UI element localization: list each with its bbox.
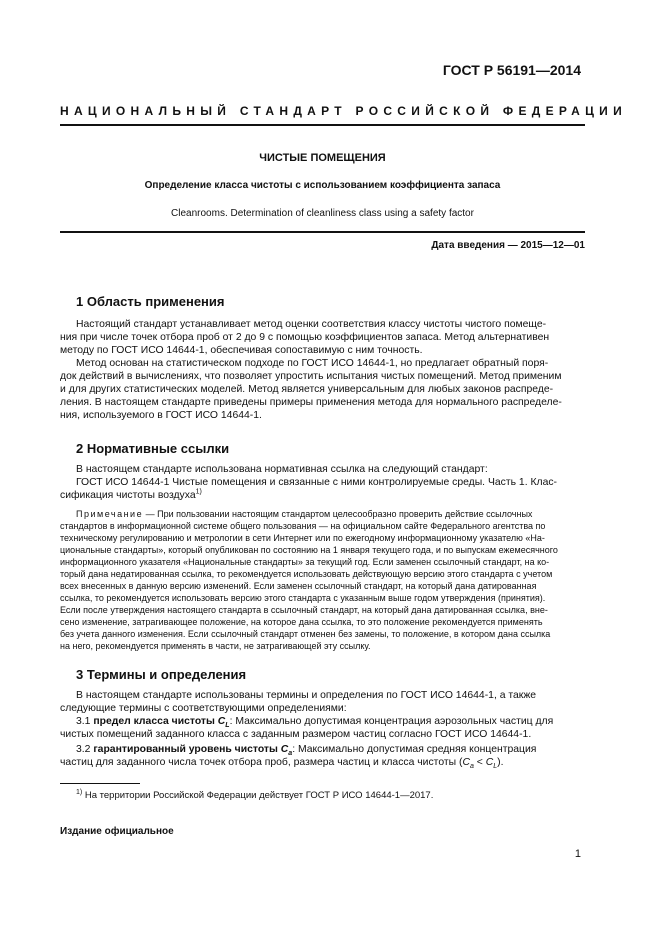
page-number: 1 xyxy=(574,848,581,860)
section-1-heading: 1 Область применения xyxy=(76,294,225,309)
term-3-1-name: предел класса чистоты xyxy=(93,716,215,727)
title-rule xyxy=(60,231,585,233)
term-3-2: 3.2 гарантированный уровень чистоты $C_a$: Максимально допустимая средняя концентрация частиц для заданного числа точек отбора проб, размера частиц и класса чистоты $(C_a < C_L)$. xyxy=(60,744,537,771)
section-2-paragraph-1: В настоящем стандарте использована нормативная ссылка на следующий стандарт: ГОСТ ИСО 14644-1 Чистые помещения и связанные с ними контролируемые среды. Часть 1. Клас- сификация чистоты воздуха$^{1)}$ xyxy=(60,464,558,501)
footnote-reference: 1) xyxy=(195,488,202,496)
footnote xyxy=(76,790,433,801)
section-2-note: Примечание — При пользовании настоящим стандартом целесообразно проверить действие ссылочных стандартов в информационной системе общего пользования — на официальном сайте Федерального агентства по техническому регулированию и метрологии в сети Интернет или по ежегодному информационному указателю «На- циональные стандарты», который опубликован по состоянию на 1 января текущего года, и по выпускам ежемесячного информационного указателя «Национальные стандарты» за текущий год. Если заменен ссылочный стандарт, на ко- торый дана недатированная ссылка, то рекомендуется использовать действующую версию этого стандарта с учетом всех внесенных в данную версию изменений. Если заменен ссылочный стандарт, на который дана датированная ссылка, то рекомендуется использовать версию этого стандарта с указанным выше годом утверждения (принятия). Если после утверждения настоящего стандарта в ссылочный стандарт, на который дана датированная ссылка, вне- сено изменение, затрагивающее положение, на которое дана ссылка, то это положение рекомендуется применять без учета данного изменения. Если ссылочный стандарт отменен без замены, то положение, в котором дана ссылка на него, рекомендуется применять в части, не затрагивающей эту ссылку. xyxy=(60,509,558,651)
section-2-heading: 2 Нормативные ссылки xyxy=(76,441,230,456)
note-label: Примечание xyxy=(76,509,144,519)
section-3-heading: 3 Термины и определения xyxy=(76,667,247,682)
top-rule xyxy=(60,124,585,126)
section-1-paragraph-2: Метод основан на статистическом подходе по ГОСТ ИСО 14644-1, но предлагает обратный поря- док действий в вычислениях, что позволяет упростить испытания чистых помещений. Метод применим и для других статистических моделей. Метод является универсальным для любых законов распреде- ления. В настоящем стандарте приведены примеры применения метода для нормального распределе- ния, используемого в ГОСТ ИСО 14644-1. xyxy=(60,358,562,421)
national-standard-banner: НАЦИОНАЛЬНЫЙ СТАНДАРТ РОССИЙСКОЙ ФЕДЕРАЦИИ xyxy=(60,104,628,118)
term-3-1: 3.1 предел класса чистоты $C_L$: Максимально допустимая концентрация аэрозольных частиц для чистых помещений заданного класса с заданным размером частиц согласно ГОСТ ИСО 14644-1. xyxy=(60,716,554,740)
section-3-paragraph-1: В настоящем стандарте использованы термины и определения по ГОСТ ИСО 14644-1, а также следующие термины с соответствующими определениями: xyxy=(60,690,537,714)
introduction-date: Дата введения — 2015—12—01 xyxy=(431,240,585,251)
document-code: ГОСТ Р 56191—2014 xyxy=(442,62,581,78)
edition-label: Издание официальное xyxy=(60,826,174,837)
term-3-2-name: гарантированный уровень чистоты xyxy=(93,744,278,755)
footnote-separator xyxy=(60,783,140,784)
title-sub: Определение класса чистоты с использованием коэффициента запаса xyxy=(144,180,501,191)
title-english: Cleanrooms. Determination of cleanliness class using a safety factor xyxy=(171,208,474,219)
footnote-mark: 1) xyxy=(76,788,83,796)
footnote-text: На территории Российской Федерации действует ГОСТ Р ИСО 14644-1—2017. xyxy=(84,790,434,801)
section-1-paragraph-1: Настоящий стандарт устанавливает метод оценки соответствия классу чистоты чистого помеще- ния при числе точек отбора проб от 2 до 9 с помощью коэффициентов запаса. Метод альтернативен методу по ГОСТ ИСО 14644-1, обеспечивая сопоставимую с ним точность. xyxy=(60,319,550,356)
title-main: ЧИСТЫЕ ПОМЕЩЕНИЯ xyxy=(259,152,386,164)
